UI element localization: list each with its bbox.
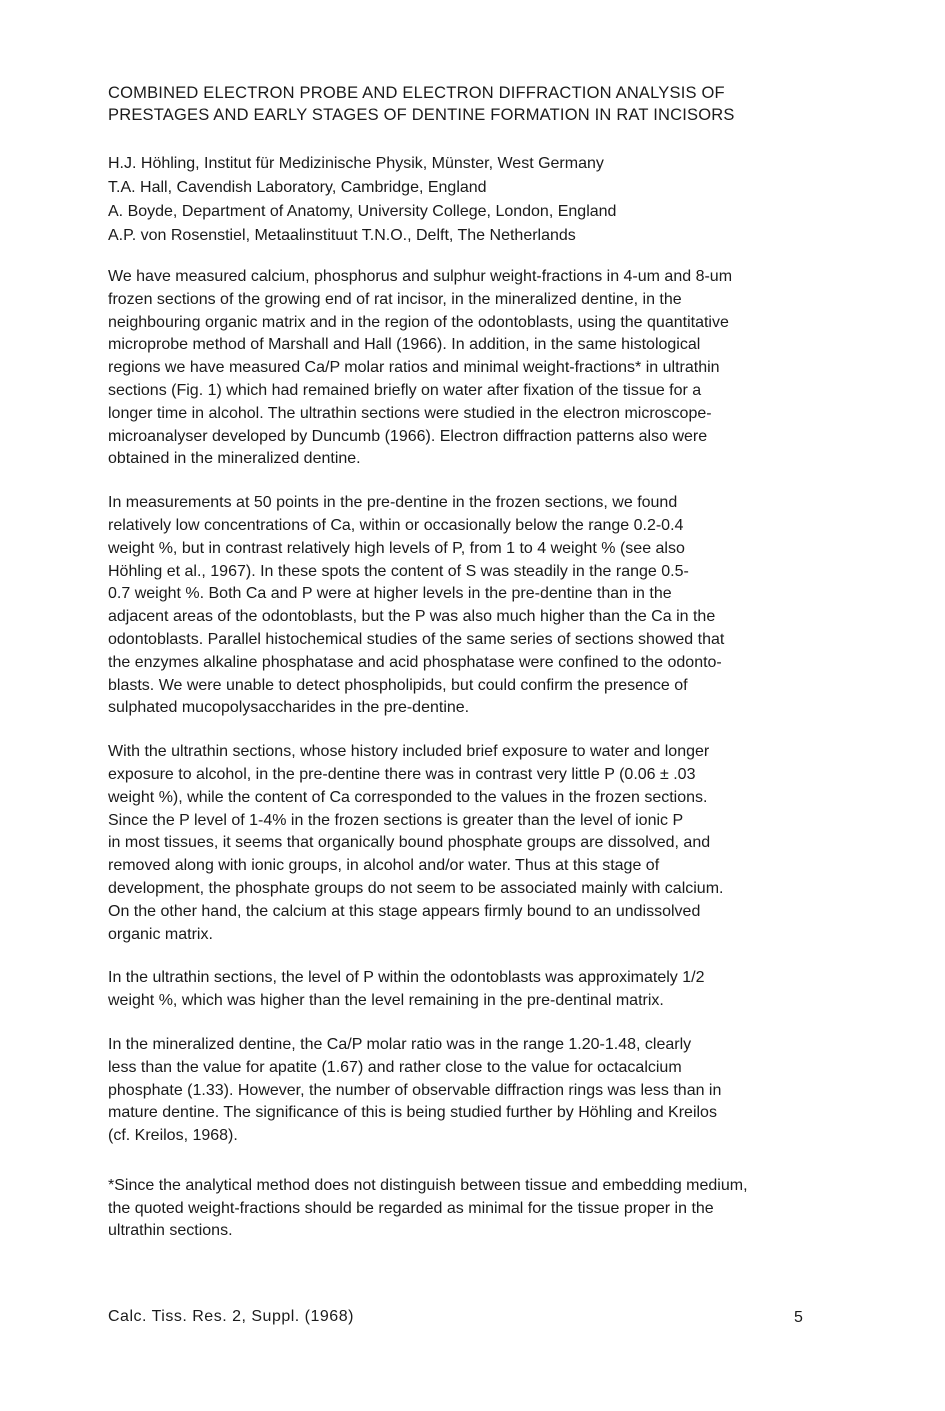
- journal-reference: Calc. Tiss. Res. 2, Suppl. (1968): [108, 1308, 354, 1325]
- footnote-line: the quoted weight-fractions should be regarded as minimal for the tissue proper in the: [108, 1199, 714, 1217]
- paragraph-2: [108, 492, 850, 720]
- footnote-line: *Since the analytical method does not distinguish between tissue and embedding medium,: [108, 1177, 748, 1194]
- title-line: COMBINED ELECTRON PROBE AND ELECTRON DIFFRACTION ANALYSIS OF: [108, 84, 725, 102]
- text-line: weight %, which was higher than the level remaining in the pre-dentinal matrix.: [108, 992, 664, 1010]
- text-line: In the ultrathin sections, the level of P within the odontoblasts was approximately 1/2: [108, 969, 705, 987]
- author-affiliation: H.J. Höhling, Institut für Medizinische Physik, Münster, West Germany: [108, 155, 604, 172]
- text-line: With the ultrathin sections, whose history included brief exposure to water and longer: [108, 743, 710, 761]
- paragraph-3: [108, 741, 850, 946]
- text-line: In the mineralized dentine, the Ca/P molar ratio was in the range 1.20-1.48, clearly: [108, 1035, 692, 1053]
- text-line: On the other hand, the calcium at this stage appears firmly bound to an undissolved: [108, 902, 701, 920]
- text-line: 0.7 weight %. Both Ca and P were at higher levels in the pre-dentine than in the: [108, 585, 672, 603]
- text-line: phosphate (1.33). However, the number of observable diffraction rings was less than in: [108, 1081, 722, 1099]
- author-affiliation: A. Boyde, Department of Anatomy, University College, London, England: [108, 203, 617, 220]
- text-line: mature dentine. The significance of this is being studied further by Höhling and Kreilos: [108, 1104, 717, 1122]
- text-line: in most tissues, it seems that organically bound phosphate groups are dissolved, and: [108, 834, 711, 852]
- text-line: (cf. Kreilos, 1968).: [108, 1127, 238, 1145]
- text-line: frozen sections of the growing end of rat incisor, in the mineralized dentine, in the: [108, 290, 682, 308]
- paper-title: [108, 82, 828, 126]
- text-line: longer time in alcohol. The ultrathin sections were studied in the electron microscope-: [108, 404, 712, 422]
- paragraph-4: [108, 967, 850, 1013]
- text-line: We have measured calcium, phosphorus and sulphur weight-fractions in 4-um and 8-um: [108, 268, 733, 285]
- footnote: [108, 1175, 850, 1243]
- author-list: [108, 152, 828, 248]
- text-line: obtained in the mineralized dentine.: [108, 450, 361, 468]
- author-affiliation: T.A. Hall, Cavendish Laboratory, Cambridge, England: [108, 179, 487, 196]
- text-line: relatively low concentrations of Ca, within or occasionally below the range 0.2-0.4: [108, 516, 684, 534]
- paragraph-1: [108, 266, 850, 471]
- page-number: 5: [794, 1309, 803, 1326]
- text-line: adjacent areas of the odontoblasts, but the P was also much higher than the Ca in the: [108, 608, 716, 626]
- text-line: weight %, but in contrast relatively high levels of P, from 1 to 4 weight % (see also: [108, 539, 685, 557]
- text-line: less than the value for apatite (1.67) and rather close to the value for octacalcium: [108, 1058, 682, 1076]
- text-line: odontoblasts. Parallel histochemical studies of the same series of sections showed that: [108, 630, 725, 648]
- text-line: exposure to alcohol, in the pre-dentine there was in contrast very little P (0.06 ± .03: [108, 765, 696, 783]
- text-line: neighbouring organic matrix and in the region of the odontoblasts, using the quantitative: [108, 313, 729, 331]
- text-line: microprobe method of Marshall and Hall (1966). In addition, in the same histological: [108, 336, 701, 354]
- footnote-line: ultrathin sections.: [108, 1222, 233, 1239]
- text-line: Since the P level of 1-4% in the frozen sections is greater than the level of ionic P: [108, 811, 684, 829]
- text-line: organic matrix.: [108, 925, 213, 943]
- text-line: weight %), while the content of Ca corresponded to the values in the frozen sections.: [108, 788, 708, 806]
- text-line: development, the phosphate groups do not seem to be associated mainly with calcium.: [108, 879, 724, 897]
- text-line: blasts. We were unable to detect phospholipids, but could confirm the presence of: [108, 676, 688, 694]
- text-line: Höhling et al., 1967). In these spots the content of S was steadily in the range 0.5-: [108, 562, 689, 580]
- paragraph-5: [108, 1034, 850, 1148]
- text-line: sections (Fig. 1) which had remained briefly on water after fixation of the tissue for a: [108, 381, 702, 399]
- paper-body: [108, 266, 850, 1169]
- text-line: microanalyser developed by Duncumb (1966). Electron diffraction patterns also were: [108, 427, 708, 445]
- text-line: sulphated mucopolysaccharides in the pre-dentine.: [108, 699, 470, 717]
- title-line: PRESTAGES AND EARLY STAGES OF DENTINE FORMATION IN RAT INCISORS: [108, 106, 735, 124]
- text-line: the enzymes alkaline phosphatase and acid phosphatase were confined to the odonto-: [108, 653, 722, 671]
- author-affiliation: A.P. von Rosenstiel, Metaalinstituut T.N.O., Delft, The Netherlands: [108, 227, 576, 244]
- text-line: regions we have measured Ca/P molar ratios and minimal weight-fractions* in ultrathin: [108, 359, 720, 377]
- text-line: removed along with ionic groups, in alcohol and/or water. Thus at this stage of: [108, 857, 660, 875]
- text-line: In measurements at 50 points in the pre-dentine in the frozen sections, we found: [108, 494, 678, 512]
